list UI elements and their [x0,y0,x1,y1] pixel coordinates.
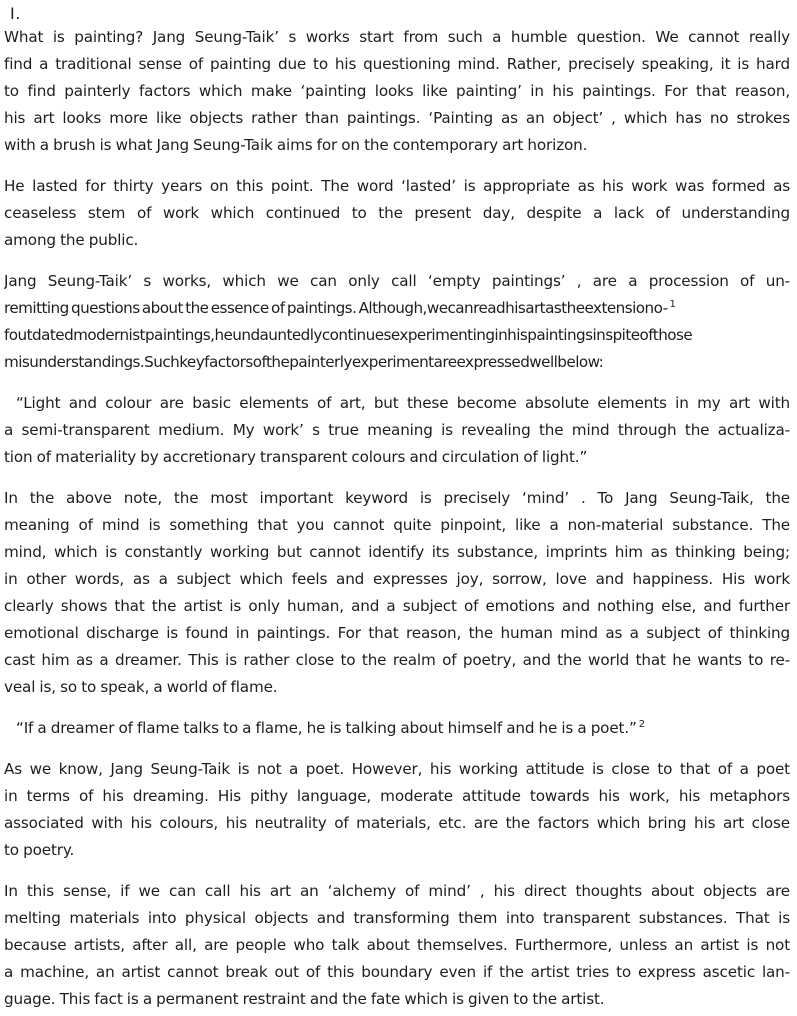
paragraph-3 [4,268,790,376]
paragraph-6 [4,878,790,1013]
text-line: associated with his colours, his neutrality of materials, etc. are the factors which bring his art close [4,814,790,832]
quote-text: “If a dreamer of flame talks to a flame, he is talking about himself and he is a poet.” [16,719,637,737]
text-line: a machine, an artist cannot break out of this boundary even if the artist tries to express ascetic lan- [4,963,790,981]
text-line: He lasted for thirty years on this point. The word ‘lasted’ is appropriate as his work was formed as [4,177,790,195]
text-line: foutdatedmodernistpaintings,heundauntedlycontinuesexperimentinginhispaintingsinspiteofthose [4,326,693,344]
text-line: in other words, as a subject which feels and expresses joy, sorrow, love and happiness. His work [4,570,790,588]
text-line: in terms of his dreaming. His pithy language, moderate attitude towards his work, his metaphors [4,787,790,805]
text-line: among the public. [4,231,139,249]
text-line: meaning of mind is something that you cannot quite pinpoint, like a non-material substance. The [4,516,790,534]
section-number: I. [10,4,21,23]
text-line: clearly shows that the artist is only human, and a subject of emotions and nothing else, and further [4,597,790,615]
text-line: find a traditional sense of painting due to his questioning mind. Rather, precisely speaking, it is hard [4,55,790,73]
text-line: emotional discharge is found in paintings. For that reason, the human mind as a subject of thinking [4,624,790,642]
text-line: mind, which is constantly working but cannot identify its substance, imprints him as thinking being; [4,543,790,561]
text-line: ceaseless stem of work which continued to the present day, despite a lack of understanding [4,204,790,222]
text-line: In the above note, the most important keyword is precisely ‘mind’ . To Jang Seung-Taik, the [4,489,790,507]
text-line: because artists, after all, are people who talk about themselves. Furthermore, unless an artist is not [4,936,790,954]
footnote-marker-2[interactable]: 2 [638,719,645,730]
text-line: to poetry. [4,841,75,859]
paragraph-4 [4,485,790,701]
block-quote-2 [4,715,790,742]
text-line: his art looks more like objects rather than paintings. ‘Painting as an object’ , which has no strokes [4,109,790,127]
text-line: melting materials into physical objects and transforming them into transparent substances. That is [4,909,790,927]
footnote-marker-1[interactable]: 1 [669,299,676,310]
quote-line: a semi-transparent medium. My work’ s true meaning is revealing the mind through the actualiza- [4,421,790,439]
text-line-segment: remitting questions about the essence of paintings. Although,wecanreadhisartastheextensiono- [4,299,668,317]
paragraph-5 [4,756,790,864]
text-line: As we know, Jang Seung-Taik is not a poet. However, his working attitude is close to that of a poet [4,760,790,778]
text-line: In this sense, if we can call his art an ‘alchemy of mind’ , his direct thoughts about objects are [4,882,790,900]
text-line [4,295,790,322]
text-line: Jang Seung-Taik’ s works, which we can only call ‘empty paintings’ , are a procession of un- [4,272,790,290]
text-line: What is painting? Jang Seung-Taik’ s works start from such a humble question. We cannot really [4,28,790,46]
quote-line: “Light and colour are basic elements of art, but these become absolute elements in my art with [16,394,790,412]
quote-line [4,715,790,742]
text-line: guage. This fact is a permanent restraint and the fate which is given to the artist. [4,990,605,1008]
text-line: with a brush is what Jang Seung-Taik aims for on the contemporary art horizon. [4,136,588,154]
paragraph-2 [4,173,790,254]
paragraph-1 [4,24,790,159]
document-page [4,0,790,1013]
text-line: misunderstandings.Suchkeyfactorsofthepainterlyexperimentareexpressedwellbelow: [4,353,604,371]
text-line: veal is, so to speak, a world of flame. [4,678,278,696]
quote-line: tion of materiality by accretionary transparent colours and circulation of light.” [4,448,588,466]
text-line: to find painterly factors which make ‘painting looks like painting’ in his paintings. For that reason, [4,82,790,100]
text-line: cast him as a dreamer. This is rather close to the realm of poetry, and the world that he wants to re- [4,651,790,669]
block-quote-1 [4,390,790,471]
